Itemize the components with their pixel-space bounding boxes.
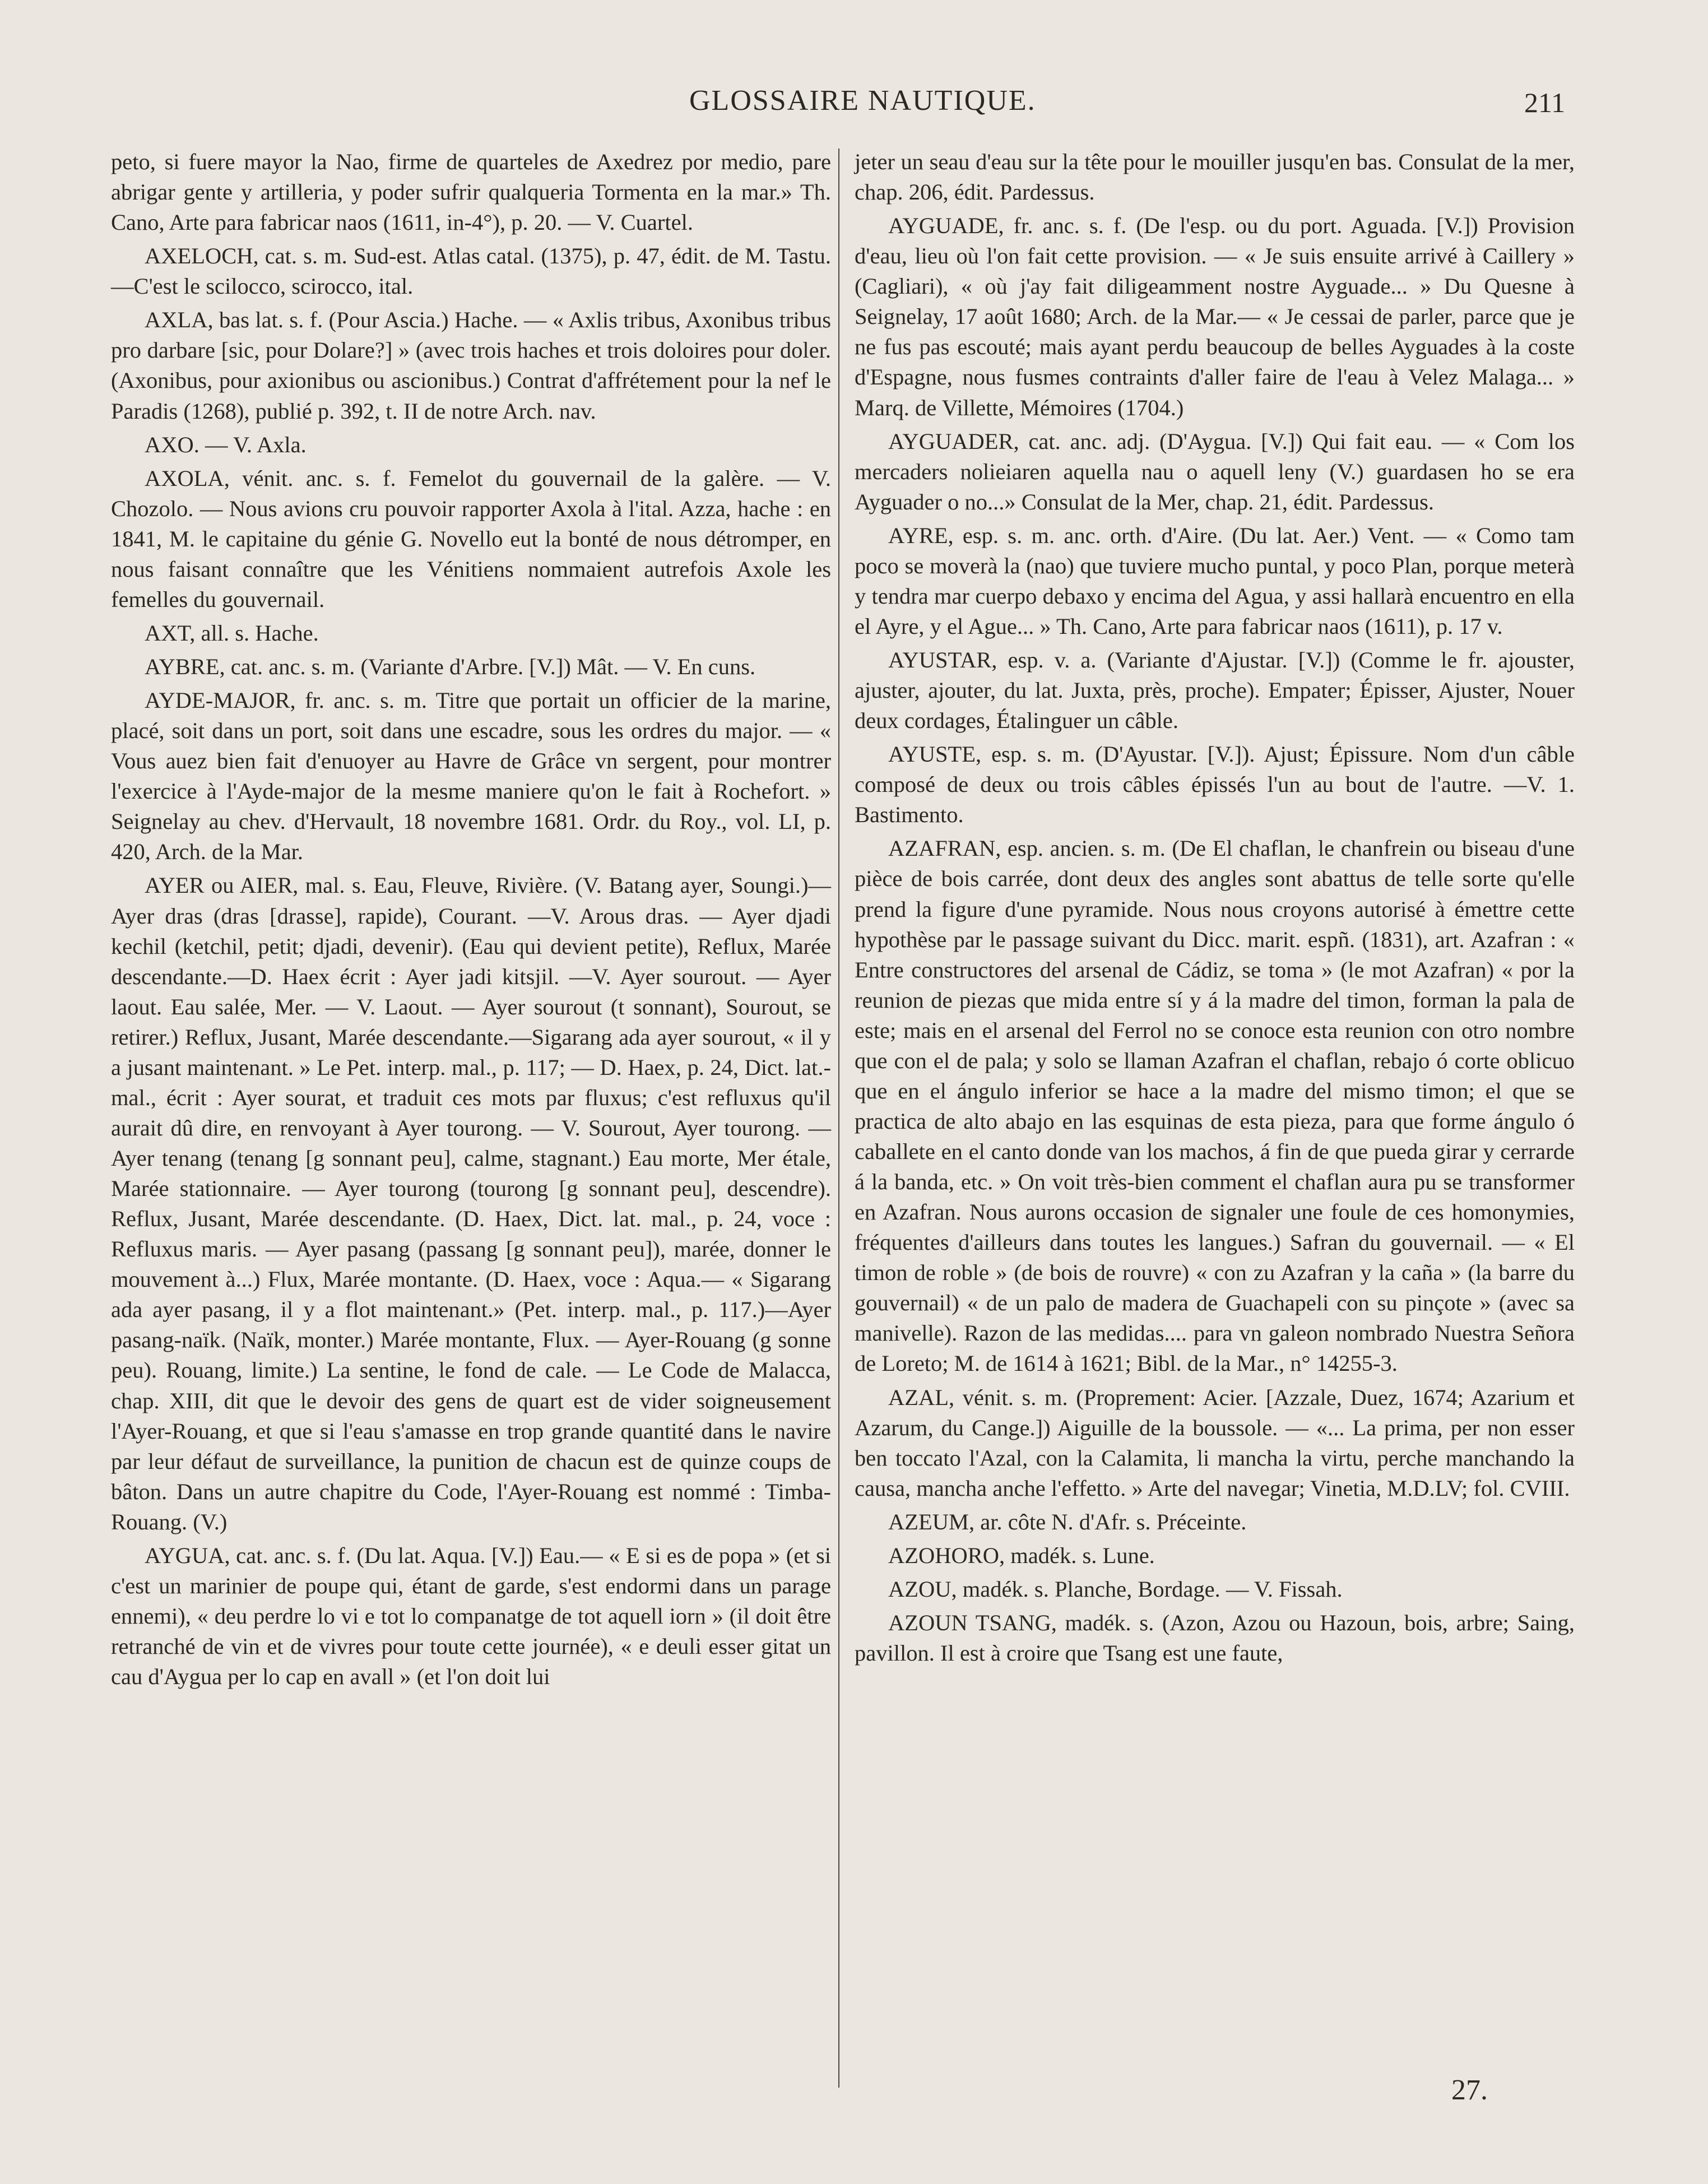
entry-continuation: peto, si fuere mayor la Nao, firme de quarteles de Axedrez por medio, pare abrigar gente y artilleria, y poder sufrir qualqueria Tormenta en la mar.» Th. Cano, Arte para fabricar naos (1611, in-4°), p. 20. — V. Cuartel. <box>111 149 831 235</box>
page-number: 211 <box>1524 87 1566 118</box>
right-column <box>855 147 1575 1668</box>
entry-azohoro: AZOHORO, madék. s. Lune. <box>888 1542 1155 1568</box>
entry-azal: AZAL, vénit. s. m. (Proprement: Acier. [Azzale, Duez, 1674; Azarium et Azarum, du Cange.]) Aiguille de la boussole. — «... La prima, per non esser ben toccato l'Azal, con la Calamita, li mancha la virtu, perche manchando la causa, mancha anche l'effetto. » Arte del navegar; Vinetia, M.D.LV; fol. CVIII. <box>855 1384 1575 1501</box>
entry-ayer: AYER ou AIER, mal. s. Eau, Fleuve, Rivière. (V. Batang ayer, Soungi.)—Ayer dras (dras [drasse], rapide), Courant. —V. Arous dras. — Ayer djadi kechil (ketchil, petit; djadi, devenir). (Eau qui devient petite), Reflux, Marée descendante.—D. Haex écrit : Ayer jadi kitsjil. —V. Ayer sourout. — Ayer laout. Eau salée, Mer. — V. Laout. — Ayer sourout (t sonnant), Sourout, se retirer.) Reflux, Jusant, Marée descendante.—Sigarang ada ayer sourout, « il y a jusant maintenant. » Le Pet. interp. mal., p. 117; — D. Haex, p. 24, Dict. lat.-mal., écrit : Ayer sourat, et traduit ces mots par fluxus; c'est refluxus qu'il aurait dû dire, en renvoyant à Ayer tourong. — V. Sourout, Ayer tourong. — Ayer tenang (tenang [g sonnant peu], calme, stagnant.) Eau morte, Mer étale, Marée stationnaire. — Ayer tourong (tourong [g sonnant peu], descendre). Reflux, Jusant, Marée descendante. (D. Haex, Dict. lat. mal., p. 24, voce : Refluxus maris. — Ayer pasang (passang [g sonnant peu]), marée, donner le mouvement à...) Flux, Marée montante. (D. Haex, voce : Aqua.— « Sigarang ada ayer pasang, il y a flot maintenant.» (Pet. interp. mal., p. 117.)—Ayer pasang-naïk. (Naïk, monter.) Marée montante, Flux. — Ayer-Rouang (g sonne peu). Rouang, limite.) La sentine, le fond de cale. — Le Code de Malacca, chap. XIII, dit que le devoir des gens de quart est de vider soigneusement l'Ayer-Rouang, et que si l'eau s'amasse en trop grande quantité dans le navire par leur défaut de surveillance, la punition de chacun est de quinze coups de bâton. Dans un autre chapitre du Code, l'Ayer-Rouang est nommé : Timba-Rouang. (V.) <box>111 873 831 1534</box>
entry-axeloch: AXELOCH, cat. s. m. Sud-est. Atlas catal. (1375), p. 47, édit. de M. Tastu.—C'est le scilocco, scirocco, ital. <box>111 243 831 299</box>
entry-azoun-tsang: AZOUN TSANG, madék. s. (Azon, Azou ou Hazoun, bois, arbre; Saing, pavillon. Il est à croire que Tsang est une faute, <box>855 1610 1575 1666</box>
entry-axt: AXT, all. s. Hache. <box>145 620 319 646</box>
entry-azafran: AZAFRAN, esp. ancien. s. m. (De El chaflan, le chanfrein ou biseau d'une pièce de bois carrée, dont deux des angles sont abattus de telle sorte qu'elle prend la figure d'une pyramide. Nous nous croyons autorisé à émettre cette hypothèse par le passage suivant du Dicc. marit. espñ. (1831), art. Azafran : « Entre constructores del arsenal de Cádiz, se toma » (le mot Azafran) « por la reunion de piezas que mida entre sí y á la madre del timon, forman la pala de este; mais en el arsenal del Ferrol no se conoce esta reunion con otro nombre que con el de pala; y solo se llaman Azafran el chaflan, rebajo ó corte oblicuo que en el ángulo inferior se hace a la madre del mismo timon; el que se practica de alto abajo en las esquinas de esta pieza, para que forme ángulo ó caballete en el canto donde van los machos, á fin de que pueda girar y cerrarde á la banda, etc. » On voit très-bien comment el chaflan aura pu se transformer en Azafran. Nous aurons occasion de signaler une foule de ces homonymies, fréquentes d'ailleurs dans toutes les langues.) Safran du gouvernail. — « El timon de roble » (de bois de rouvre) « con zu Azafran y la caña » (la barre du gouvernail) « de un palo de madera de Guachapeli con su pinçote » (avec sa manivelle). Razon de las medidas.... para vn galeon nombrado Nuestra Señora de Loreto; M. de 1614 à 1621; Bibl. de la Mar., n° 14255-3. <box>855 836 1575 1376</box>
entry-ayuste: AYUSTE, esp. s. m. (D'Ayustar. [V.]). Ajust; Épissure. Nom d'un câble composé de deux ou trois câbles épissés l'un au bout de l'autre. —V. 1. Bastimento. <box>855 741 1575 828</box>
entry-axola: AXOLA, vénit. anc. s. f. Femelot du gouvernail de la galère. — V. Chozolo. — Nous avions cru pouvoir rapporter Axola à l'ital. Azza, hache : en 1841, M. le capitaine du génie G. Novello eut la bonté de nous détromper, en nous faisant connaître que les Vénitiens nommaient autrefois Axole les femelles du gouvernail. <box>111 465 831 612</box>
entry-azeum: AZEUM, ar. côte N. d'Afr. s. Préceinte. <box>888 1509 1247 1534</box>
entry-ayguader: AYGUADER, cat. anc. adj. (D'Aygua. [V.]) Qui fait eau. — « Com los mercaders nolieiaren aquella nau o aquell leny (V.) guardasen ho se era Ayguader o no...» Consulat de la Mer, chap. 21, édit. Pardessus. <box>855 428 1575 514</box>
entry-ayguade: AYGUADE, fr. anc. s. f. (De l'esp. ou du port. Aguada. [V.]) Provision d'eau, lieu où l'on fait cette provision. — « Je suis ensuite arrivé à Caillery » (Cagliari), « où j'ay fait diligeamment nostre Ayguade... » Du Quesne à Seignelay, 17 août 1680; Arch. de la Mar.— « Je cessai de parler, parce que je ne fus pas escouté; mais ayant perdu beaucoup de belles Ayguades à la coste d'Espagne, nous fusmes contraints d'aller faire de l'eau à Velez Malaga... » Marq. de Villette, Mémoires (1704.) <box>855 213 1575 420</box>
entry-ayde-major: AYDE-MAJOR, fr. anc. s. m. Titre que portait un officier de la marine, placé, soit dans un port, soit dans une escadre, sous les ordres du major. — « Vous auez bien fait d'enuoyer au Havre de Grâce vn sergent, pour montrer l'exercice à l'Ayde-major de la mesme maniere qu'on le fait à Rochefort. » Seignelay au chev. d'Hervault, 18 novembre 1681. Ordr. du Roy., vol. LI, p. 420, Arch. de la Mar. <box>111 688 831 865</box>
column-divider <box>838 149 839 2088</box>
running-title: GLOSSAIRE NAUTIQUE. <box>689 85 1036 117</box>
entry-ayustar: AYUSTAR, esp. v. a. (Variante d'Ajustar. [V.]) (Comme le fr. ajouster, ajuster, ajouter, du lat. Juxta, près, proche). Empater; Épisser, Ajuster, Nouer deux cordages, Étalinguer un câble. <box>855 647 1575 734</box>
entry-axo: AXO. — V. Axla. <box>145 432 307 457</box>
signature-mark: 27. <box>1451 2074 1488 2106</box>
entry-aygua: AYGUA, cat. anc. s. f. (Du lat. Aqua. [V.]) Eau.— « E si es de popa » (et si c'est un marinier de poupe qui, étant de garde, s'est endormi dans un parage ennemi), « deu perdre lo vi e tot lo companatge de tot aquell iorn » (il doit être retranché de vin et de vivres pour toute cette journée), « e deuli esser gitat un cau d'Aygua per lo cap en avall » (et l'on doit lui <box>111 1542 831 1690</box>
entry-continuation: jeter un seau d'eau sur la tête pour le mouiller jusqu'en bas. Consulat de la mer, chap. 206, édit. Pardessus. <box>855 149 1575 205</box>
entry-aybre: AYBRE, cat. anc. s. m. (Variante d'Arbre. [V.]) Mât. — V. En cuns. <box>145 654 756 679</box>
entry-ayre: AYRE, esp. s. m. anc. orth. d'Aire. (Du lat. Aer.) Vent. — « Como tam poco se moverà la (nao) que tuviere mucho puntal, y poco Plan, porque meterà y tendra mar cuerpo debaxo y encima del Agua, y assi hallarà encuentro en ella el Ayre, y el Ague... » Th. Cano, Arte para fabricar naos (1611), p. 17 v. <box>855 522 1575 639</box>
left-column <box>111 147 831 1692</box>
entry-azou: AZOU, madék. s. Planche, Bordage. — V. Fissah. <box>888 1576 1343 1602</box>
entry-axla: AXLA, bas lat. s. f. (Pour Ascia.) Hache. — « Axlis tribus, Axonibus tribus pro darbare [sic, pour Dolare?] » (avec trois haches et trois doloires pour doler. (Axonibus, pour axionibus ou ascionibus.) Contrat d'affrétement pour la nef le Paradis (1268), publié p. 392, t. II de notre Arch. nav. <box>111 307 831 424</box>
page-header <box>0 84 1708 135</box>
